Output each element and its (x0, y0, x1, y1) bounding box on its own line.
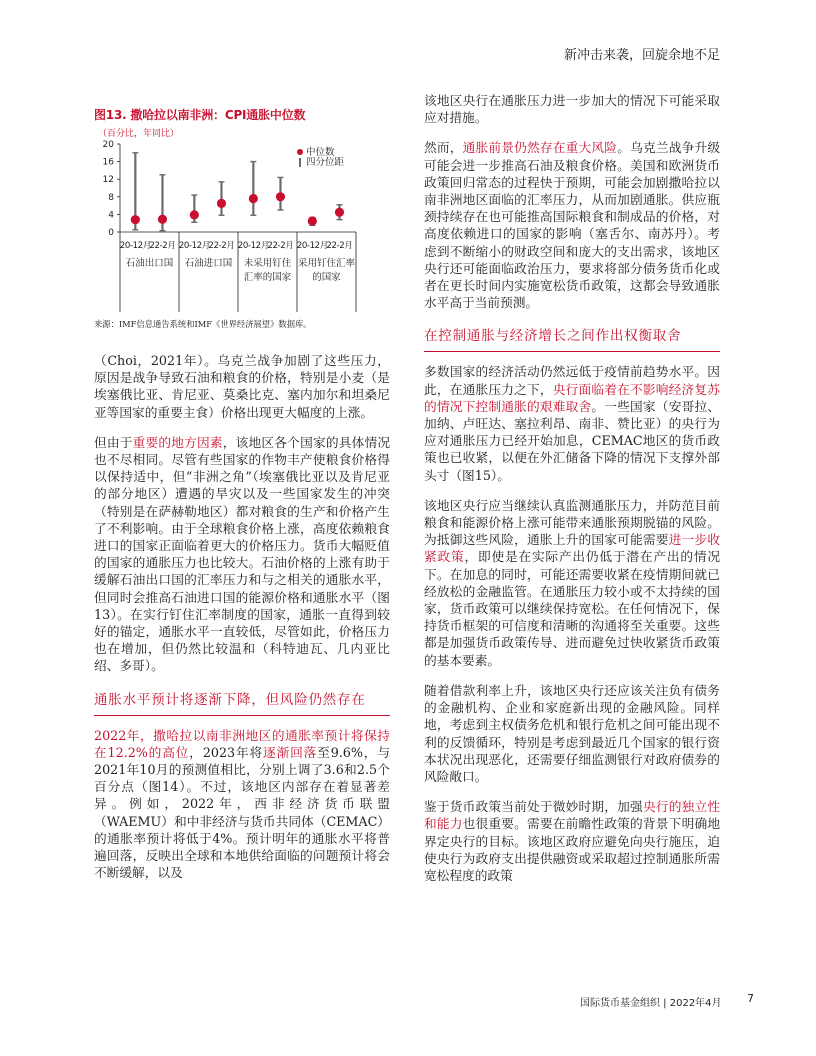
median-dot (308, 216, 317, 225)
x-tick-label: 22-2月 (326, 241, 353, 251)
page-number: 7 (747, 992, 754, 1005)
median-dot (217, 199, 226, 208)
figure-title-block (94, 106, 394, 139)
figure-subtitle: （百分比，年同比） (98, 129, 180, 139)
median-dot (190, 210, 199, 219)
right-paragraph-4 (424, 497, 720, 669)
y-tick-label: 12 (102, 175, 114, 186)
left-text-column (94, 352, 390, 894)
y-tick-label: 16 (102, 157, 114, 168)
left-paragraph-1: （Choi，2021年）。乌克兰战争加剧了这些压力，原因是战争导致石油和粮食的价格，特别是小麦（是埃塞俄比亚、肯尼亚、莫桑比克、塞内加尔和坦桑尼亚等国家的重要主食）价格出现更大幅度的上涨。 (94, 353, 390, 420)
figure-title: 图13. 撒哈拉以南非洲：CPI通胀中位数 (94, 108, 306, 122)
x-tick-label: 20-12月 (237, 241, 269, 251)
figure-13-chart (94, 136, 394, 316)
text-run: 鉴于货币政策当前处于微妙时期，加强 (424, 799, 643, 815)
text-run: ，即使是在实际产出仍低于潜在产出的情况下。在加息的同时，可能还需要收紧在疫情期间就已经放松的金融监管。在通胀压力较小或不太持续的国家，货币政策可以继续保持宽松。在任何情况下，保持货币框架的可信度和清晰的沟通将至关重要。这些都是加强货币政策传导、进而避免过快收紧货币政策的基本要素。 (424, 549, 721, 668)
highlight-text: 逐渐回落 (263, 744, 318, 760)
figure-source: 来源：IMF信息通告系统和IMF《世界经济展望》数据库。 (94, 319, 312, 329)
text-run: 。一些国家（安哥拉、加纳、卢旺达、塞拉利昂、南非、赞比亚）的央行为应对通胀压力已经开始加息，CEMAC地区的货币政策也已收紧，以便在外汇储备下降的情况下支撑外部头寸（图15）。 (424, 398, 721, 483)
highlight-text: 进一步收紧政策 (424, 532, 721, 565)
x-tick-label: 22-2月 (149, 241, 176, 251)
left-paragraph-3 (94, 727, 390, 882)
group-label: 的国家 (312, 272, 341, 283)
text-run: 至9.6%，与2021年10月的预测值相比，分别上调了3.6和2.5个百分点（图14）。不过，该地区内部存在着显著差异。例如，2022年，西非经济货币联盟（WAEMU）和中非经济与货币共同体（CEMAC）的通胀率预计将低于4%。预计明年的通胀水平将普遍回落，反映出全球和本地供给面临的问题预计将会不断缓解，以及 (94, 744, 391, 881)
section-heading-inflation-outlook: 通胀水平预计将逐渐下降，但风险仍然存在 (94, 688, 390, 716)
left-paragraph-2 (94, 434, 390, 675)
x-tick-label: 20-12月 (119, 241, 151, 251)
right-paragraph-5: 随着借款利率上升，该地区央行还应该关注负有债务的金融机构、企业和家庭新出现的金融风险。同样地，考虑到主权债务危机和银行危机之间可能出现不利的反馈循环，特别是考虑到最近几个国家的银行资本状况出现恶化，还需要仔细监测银行对政府债券的风险敞口。 (424, 682, 720, 784)
group-label: 采用钉住汇率 (297, 258, 356, 269)
group-label: 石油进口国 (184, 258, 233, 269)
group-label: 石油出口国 (125, 258, 174, 269)
running-head: 新冲击来袭，回旋余地不足 (563, 48, 720, 63)
right-paragraph-3 (424, 363, 720, 483)
text-run: ，2023年将 (189, 744, 264, 760)
median-dot (131, 215, 140, 224)
legend-median-marker (297, 149, 303, 155)
right-paragraph-2 (424, 139, 720, 311)
text-run: 。乌克兰战争升级可能会进一步推高石油及粮食价格。美国和欧洲货币政策回归常态的过程快于预期，可能会加剧撒哈拉以南非洲地区面临的汇率压力，从而加剧通胀。供应瓶颈持续存在也可能推高国际粮食和制成品的价格，对高度依赖进口的国家的影响（塞舌尔、南苏丹）。考虑到不断缩小的财政空间和庞大的支出需求，该地区央行还可能面临政治压力，要求将部分债务货币化或者在更长时间内实施宽松货币政策，这都会导致通胀水平高于当前预测。 (424, 140, 721, 311)
y-tick-label: 8 (108, 192, 114, 203)
text-run: 然而， (424, 140, 463, 156)
footer-publisher: 国际货币基金组织 | 2022年4月 (580, 998, 722, 1009)
median-dot (249, 194, 258, 203)
text-run: 也很重要。需要在前瞻性政策的背景下明确地界定央行的目标。该地区政府应避免向央行施压，迫使央行为政府支出提供融资或采取超过控制通胀所需宽松程度的政策 (424, 816, 721, 883)
x-tick-label: 22-2月 (208, 241, 235, 251)
legend-iqr-label: 四分位距 (306, 157, 345, 168)
highlight-text: 2022年，撒哈拉以南非洲地区的通胀率预计将保持在12.2%的高位 (94, 727, 390, 760)
highlight-text: 央行面临着在不影响经济复苏的情况下控制通胀的艰难取舍 (424, 381, 721, 414)
legend-median-label: 中位数 (306, 147, 335, 158)
x-tick-label: 20-12月 (296, 241, 328, 251)
section-heading-tradeoffs: 在控制通胀与经济增长之间作出权衡取舍 (424, 324, 720, 352)
x-tick-label: 22-2月 (267, 241, 294, 251)
text-run: 但由于 (94, 434, 133, 450)
highlight-text: 通胀前景仍然存在重大风险 (462, 140, 618, 156)
y-tick-label: 0 (108, 228, 114, 238)
median-dot (335, 208, 344, 217)
text-run: 多数国家的经济活动仍然远低于疫情前趋势水平。因此，在通胀压力之下， (424, 364, 720, 397)
median-dot (158, 215, 167, 224)
text-run: ，该地区各个国家的具体情况也不尽相同。尽管有些国家的作物丰产使粮食价格得以保持适中，但“非洲之角”（埃塞俄比亚以及肯尼亚的部分地区）遭遇的旱灾以及一些国家发生的冲突（特别是在萨赫勒地区）都对粮食的生产和价格产生了不利影响。由于全球粮食价格上涨，高度依赖粮食进口的国家正面临着更大的价格压力。货币大幅贬值的国家的通胀压力也比较大。石油价格的上涨有助于缓解石油出口国的汇率压力和与之相关的通胀水平，但同时会推高石油进口国的能源价格和通胀水平（图13）。在实行钉住汇率制度的国家，通胀一直得到较好的锚定，通胀水平一直较低，尽管如此，价格压力也在增加，但仍然比较温和（科特迪瓦、几内亚比绍、多哥）。 (94, 434, 391, 674)
right-paragraph-6 (424, 798, 720, 884)
group-label: 未采用钉住 (243, 258, 292, 269)
highlight-text: 央行的独立性和能力 (424, 799, 721, 832)
right-text-column (424, 92, 720, 897)
y-tick-label: 20 (102, 140, 114, 150)
group-label: 汇率的国家 (243, 272, 292, 283)
right-paragraph-1: 该地区央行在通胀压力进一步加大的情况下可能采取应对措施。 (424, 93, 720, 126)
y-tick-label: 4 (108, 210, 114, 221)
median-dot (276, 192, 285, 201)
x-tick-label: 20-12月 (178, 241, 210, 251)
text-run: 该地区央行应当继续认真监测通胀压力，并防范目前粮食和能源价格上涨可能带来通胀预期脱锚的风险。为抵御这些风险，通胀上升的国家可能需要 (424, 497, 720, 548)
highlight-text: 重要的地方因素 (132, 434, 223, 450)
